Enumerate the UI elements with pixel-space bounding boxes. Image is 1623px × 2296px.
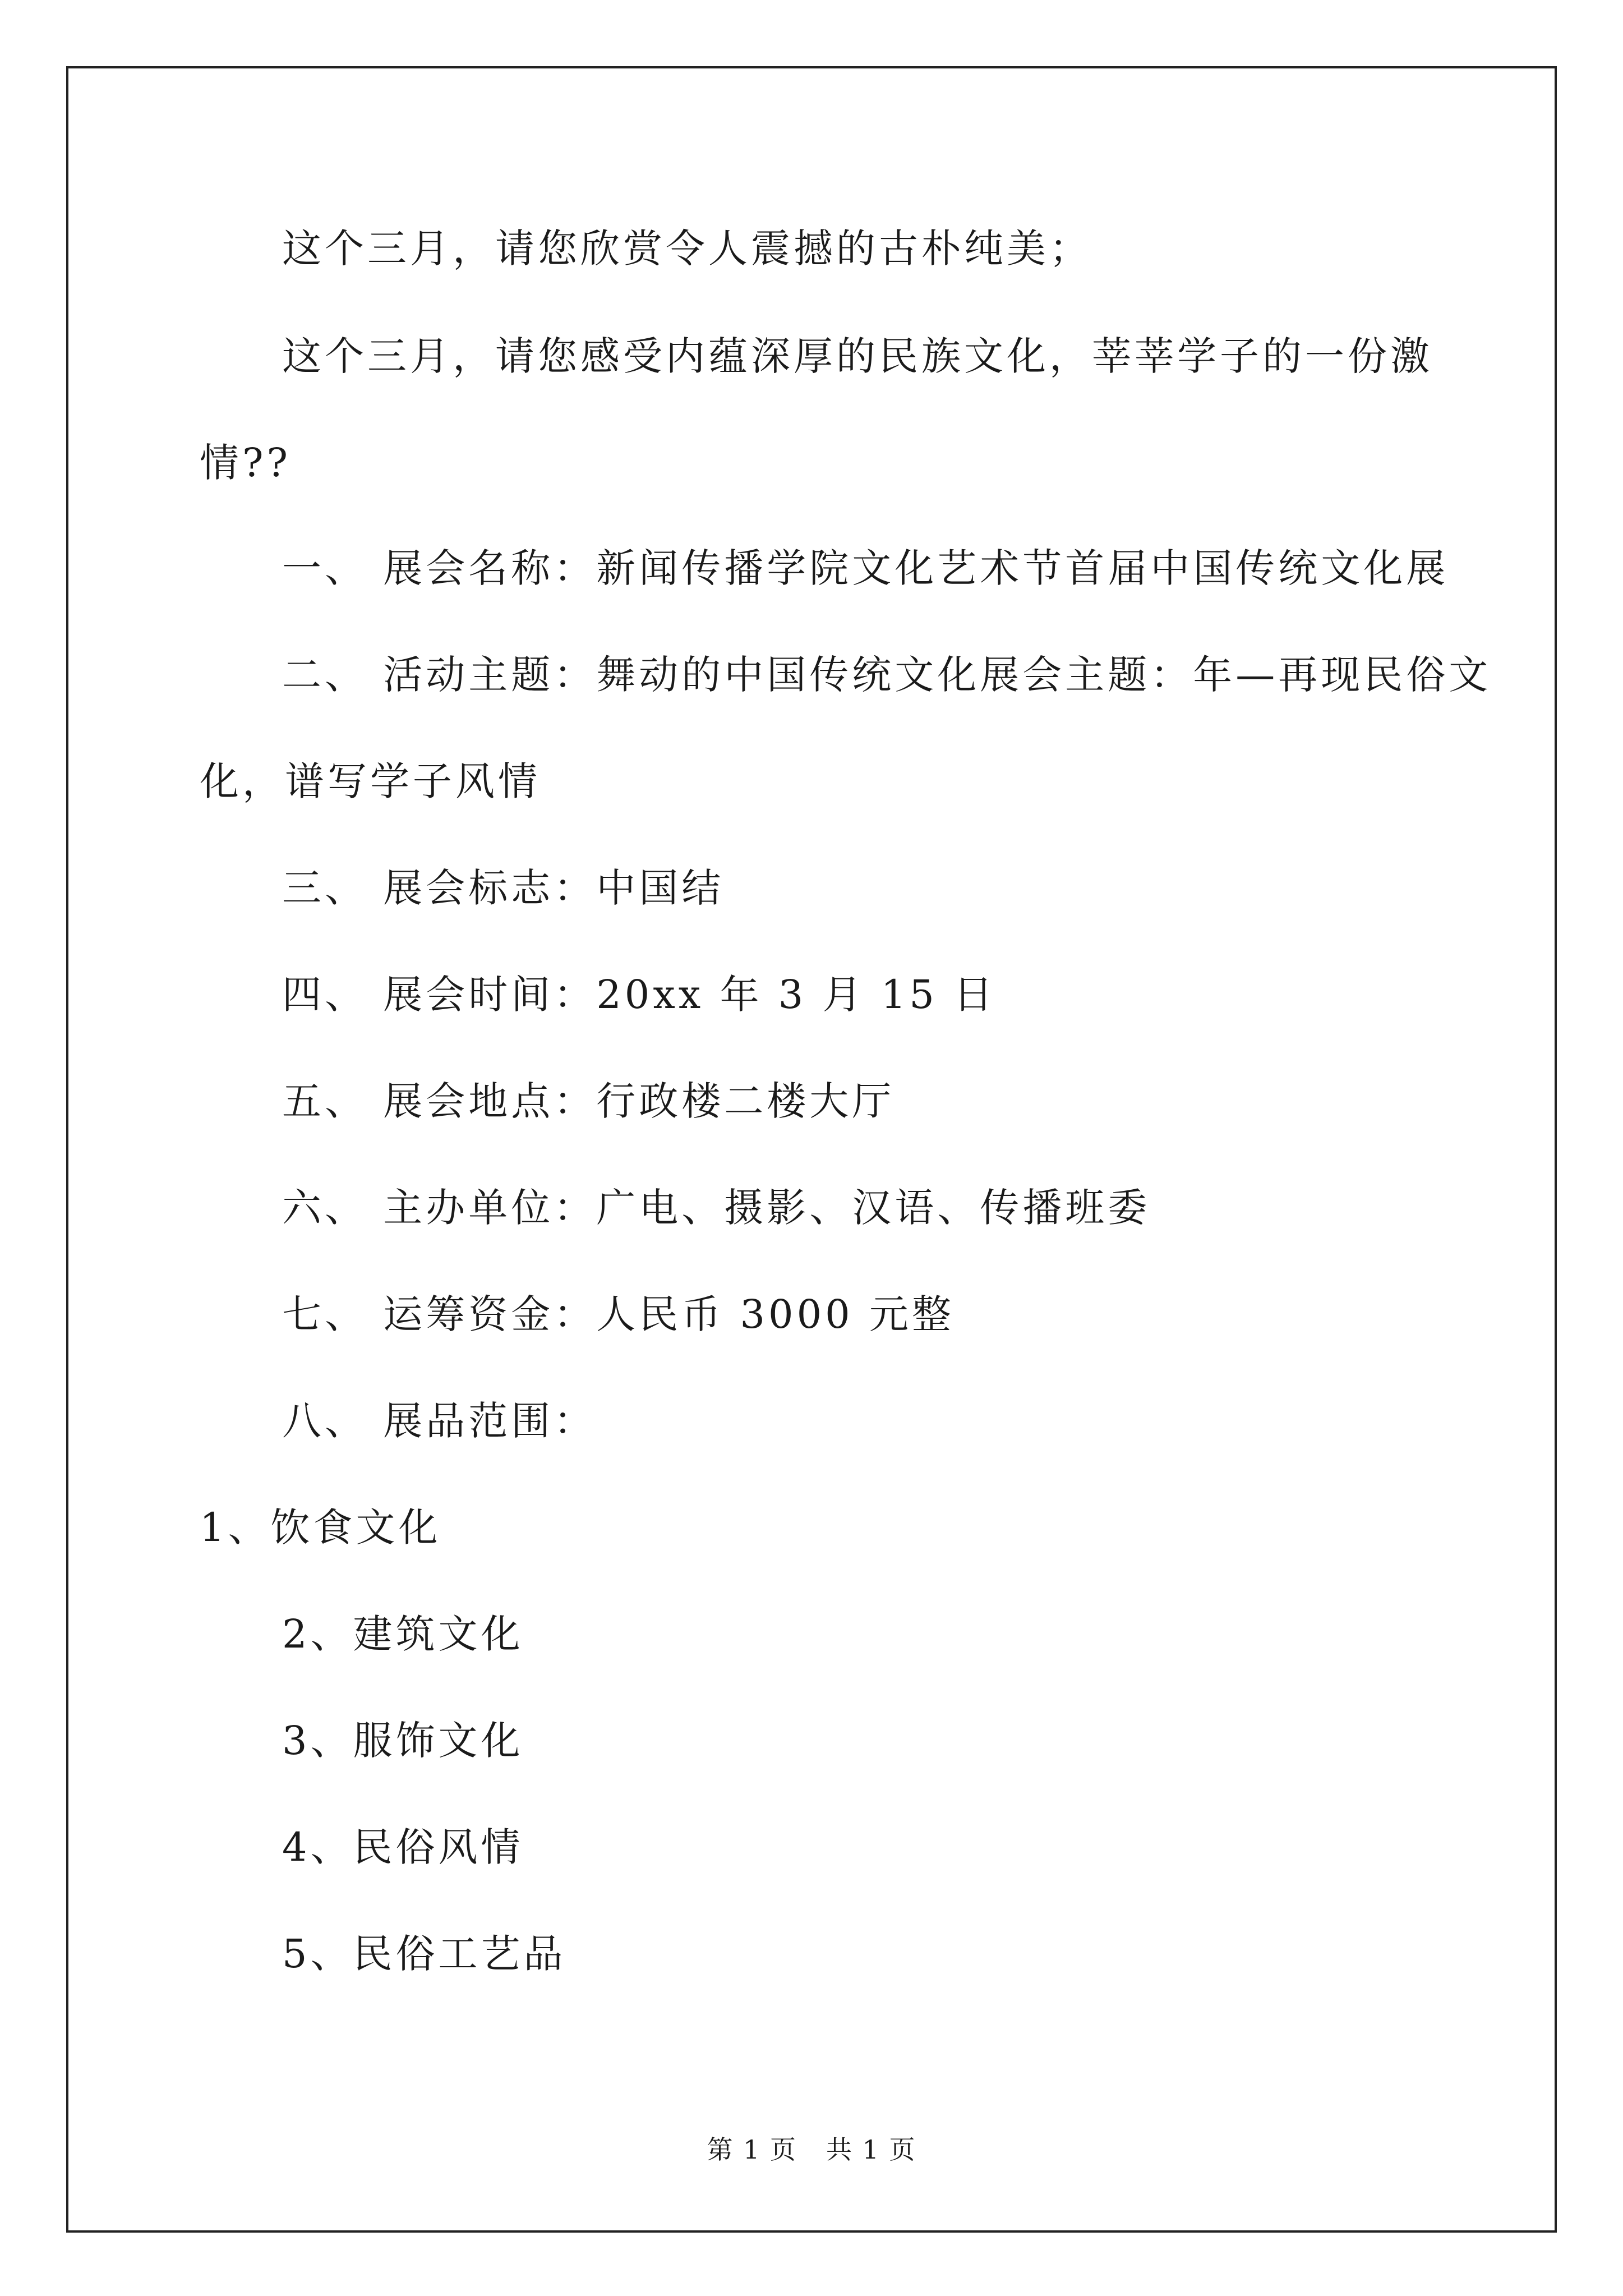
exhibit-item-5: 5、民俗工艺品 <box>282 1931 566 1977</box>
exhibit-item-4: 4、民俗风情 <box>282 1824 524 1870</box>
exhibit-item-2: 2、建筑文化 <box>282 1611 524 1657</box>
section-item-5: 五、 展会地点：行政楼二楼大厅 <box>282 1078 895 1124</box>
page-border <box>66 66 1557 2233</box>
page-total: 共 1 页 <box>826 2134 916 2165</box>
section-item-7: 七、 运筹资金：人民币 3000 元整 <box>282 1291 955 1337</box>
section-item-3: 三、 展会标志：中国结 <box>282 865 725 911</box>
paragraph-line-2: 这个三月，请您感受内蕴深厚的民族文化，莘莘学子的一份激 <box>282 333 1433 379</box>
exhibit-item-3: 3、服饰文化 <box>282 1718 524 1764</box>
paragraph-line-1: 这个三月，请您欣赏令人震撼的古朴纯美； <box>282 226 1092 272</box>
paragraph-line-3: 情?? <box>200 440 292 486</box>
section-item-4: 四、 展会时间：20xx 年 3 月 15 日 <box>282 972 997 1018</box>
exhibit-item-1: 1、饮食文化 <box>200 1504 441 1550</box>
section-item-6: 六、 主办单位：广电、摄影、汉语、传播班委 <box>282 1185 1151 1231</box>
page-number: 第 1 页 <box>707 2134 797 2165</box>
section-item-8: 八、 展品范围： <box>282 1398 597 1444</box>
page-footer <box>0 2133 1623 2166</box>
section-item-2-continued: 化，谱写学子风情 <box>200 758 541 804</box>
section-item-1: 一、 展会名称：新闻传播学院文化艺术节首届中国传统文化展 <box>282 545 1449 591</box>
section-item-2: 二、 活动主题：舞动的中国传统文化展会主题：年—再现民俗文 <box>282 652 1492 698</box>
